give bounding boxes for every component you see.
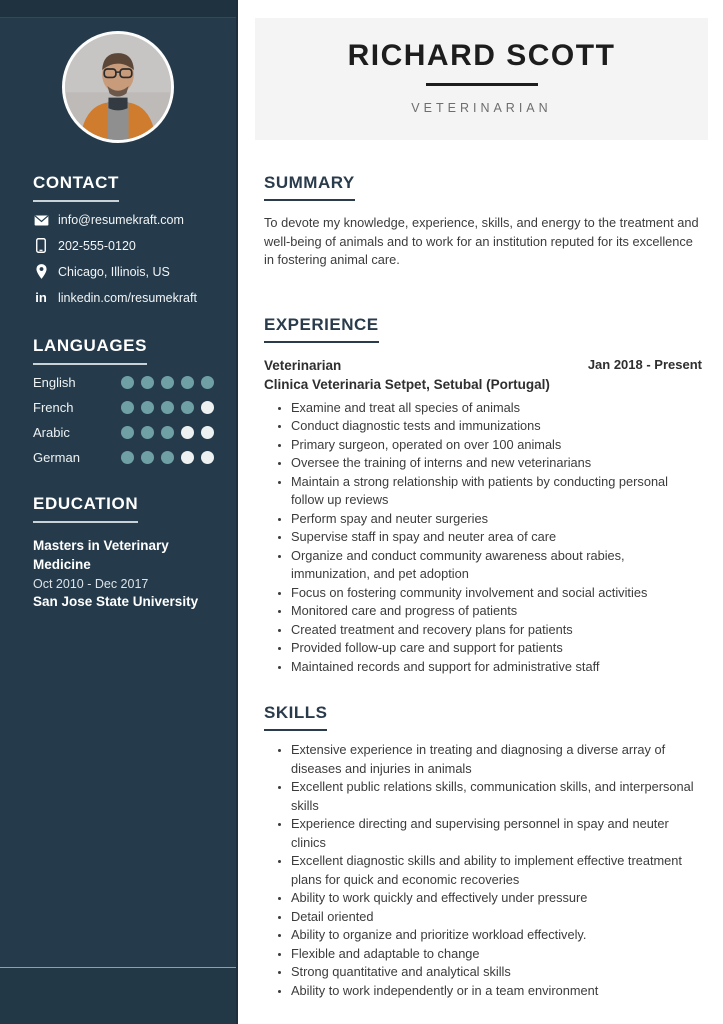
bullet-item: • Supervise staff in spay and neuter area of care	[291, 528, 702, 547]
main-content	[255, 173, 708, 1000]
contact-row-location	[33, 264, 214, 279]
bullet-item: • Excellent public relations skills, communication skills, and interpersonal skills	[291, 778, 702, 815]
skills-section	[264, 703, 702, 1000]
profile-photo	[62, 31, 174, 143]
language-level-dot	[201, 426, 214, 439]
language-level-dots	[121, 451, 214, 464]
language-name: Arabic	[33, 425, 70, 440]
bullet-item: • Experience directing and supervising personnel in spay and neuter clinics	[291, 815, 702, 852]
contact-row-linkedin	[33, 290, 214, 305]
language-level-dot	[121, 451, 134, 464]
contact-location-text: Chicago, Illinois, US	[58, 264, 170, 279]
language-level-dot	[161, 426, 174, 439]
bullet-item: • Ability to organize and prioritize workload effectively.	[291, 926, 702, 945]
job-header	[264, 356, 702, 394]
bullet-item: • Maintain a strong relationship with patients by conducting personal follow up reviews	[291, 473, 702, 510]
bullet-item: • Flexible and adaptable to change	[291, 945, 702, 964]
language-level-dot	[161, 376, 174, 389]
language-level-dot	[121, 426, 134, 439]
language-row	[33, 375, 214, 390]
bullet-item: • Detail oriented	[291, 908, 702, 927]
contact-list	[33, 213, 214, 305]
bullet-item: • Provided follow-up care and support for patients	[291, 639, 702, 658]
person-name: RICHARD SCOTT	[347, 39, 616, 72]
languages-section	[0, 336, 236, 465]
job-title-block	[264, 356, 550, 394]
language-level-dot	[201, 451, 214, 464]
contact-email-text: info@resumekraft.com	[58, 213, 184, 227]
skills-heading: SKILLS	[264, 703, 327, 731]
bullet-item: • Ability to work quickly and effectively under pressure	[291, 889, 702, 908]
language-row	[33, 450, 214, 465]
map-pin-icon	[33, 264, 49, 279]
bullet-item: • Excellent diagnostic skills and ability to implement effective treatment plans for quick and economic recoveries	[291, 852, 702, 889]
bullet-item: • Ability to work independently or in a team environment	[291, 982, 702, 1001]
education-dates: Oct 2010 - Dec 2017	[33, 577, 149, 591]
name-header	[255, 18, 708, 140]
summary-section	[264, 173, 702, 270]
bullet-item: • Created treatment and recovery plans for patients	[291, 621, 702, 640]
bullet-item: • Oversee the training of interns and new veterinarians	[291, 454, 702, 473]
bullet-item: • Perform spay and neuter surgeries	[291, 510, 702, 529]
language-level-dot	[121, 376, 134, 389]
experience-bullet-list	[264, 399, 702, 677]
language-level-dot	[181, 401, 194, 414]
contact-phone-text: 202-555-0120	[58, 238, 136, 253]
contact-heading: CONTACT	[33, 173, 119, 202]
bullet-item: • Focus on fostering community involvement and social activities	[291, 584, 702, 603]
summary-text: To devote my knowledge, experience, skills, and energy to the treatment and well-being of animals and to work for an institution reputed for its excellence in fostering animal care.	[264, 215, 699, 267]
bullet-item: • Extensive experience in treating and diagnosing a diverse array of diseases and injuries in animals	[291, 741, 702, 778]
sidebar	[0, 0, 238, 1024]
language-level-dot	[161, 401, 174, 414]
language-level-dot	[141, 376, 154, 389]
bullet-item: • Maintained records and support for administrative staff	[291, 658, 702, 677]
linkedin-icon: in	[35, 290, 47, 305]
contact-row-phone	[33, 238, 214, 253]
phone-icon	[33, 238, 49, 253]
summary-heading: SUMMARY	[264, 173, 355, 201]
skills-bullet-list	[264, 741, 702, 1000]
education-section	[0, 494, 236, 609]
language-level-dot	[121, 401, 134, 414]
bullet-item: • Strong quantitative and analytical skills	[291, 963, 702, 982]
experience-heading: EXPERIENCE	[264, 315, 379, 343]
job-dates: Jan 2018 - Present	[587, 356, 702, 372]
sidebar-top-band	[0, 0, 236, 18]
languages-heading: LANGUAGES	[33, 336, 147, 365]
education-heading: EDUCATION	[33, 494, 138, 523]
language-name: German	[33, 450, 80, 465]
contact-section	[0, 173, 236, 305]
experience-section	[264, 315, 702, 677]
bullet-item: • Monitored care and progress of patients	[291, 602, 702, 621]
language-level-dot	[181, 451, 194, 464]
job-company: Clinica Veterinaria Setpet, Setubal (Portugal)	[264, 376, 550, 392]
person-job-title: VETERINARIAN	[411, 101, 552, 115]
language-level-dot	[141, 401, 154, 414]
language-level-dot	[181, 426, 194, 439]
bullet-item: • Primary surgeon, operated on over 100 animals	[291, 436, 702, 455]
job-title: Veterinarian	[264, 357, 342, 373]
language-level-dot	[201, 401, 214, 414]
contact-row-email	[33, 213, 214, 227]
language-name: French	[33, 400, 74, 415]
language-level-dots	[121, 426, 214, 439]
bullet-item: • Examine and treat all species of animals	[291, 399, 702, 418]
sidebar-footer-band	[0, 967, 236, 1024]
education-degree: Masters in Veterinary Medicine	[33, 538, 169, 572]
main-column	[238, 0, 723, 1024]
education-school: San Jose State University	[33, 594, 199, 609]
language-level-dot	[161, 451, 174, 464]
profile-photo-wrap	[0, 31, 236, 143]
languages-list	[33, 375, 214, 465]
language-level-dots	[121, 376, 214, 389]
envelope-icon	[33, 215, 49, 226]
profile-photo-placeholder	[65, 34, 171, 140]
language-level-dot	[141, 426, 154, 439]
language-level-dots	[121, 401, 214, 414]
language-level-dot	[181, 376, 194, 389]
language-level-dot	[201, 376, 214, 389]
language-row	[33, 400, 214, 415]
language-level-dot	[141, 451, 154, 464]
language-row	[33, 425, 214, 440]
bullet-item: • Organize and conduct community awareness about rabies, immunization, and pet adoption	[291, 547, 702, 584]
contact-linkedin-text: linkedin.com/resumekraft	[58, 290, 197, 305]
language-name: English	[33, 375, 76, 390]
bullet-item: • Conduct diagnostic tests and immunizations	[291, 417, 702, 436]
name-divider	[426, 83, 538, 86]
